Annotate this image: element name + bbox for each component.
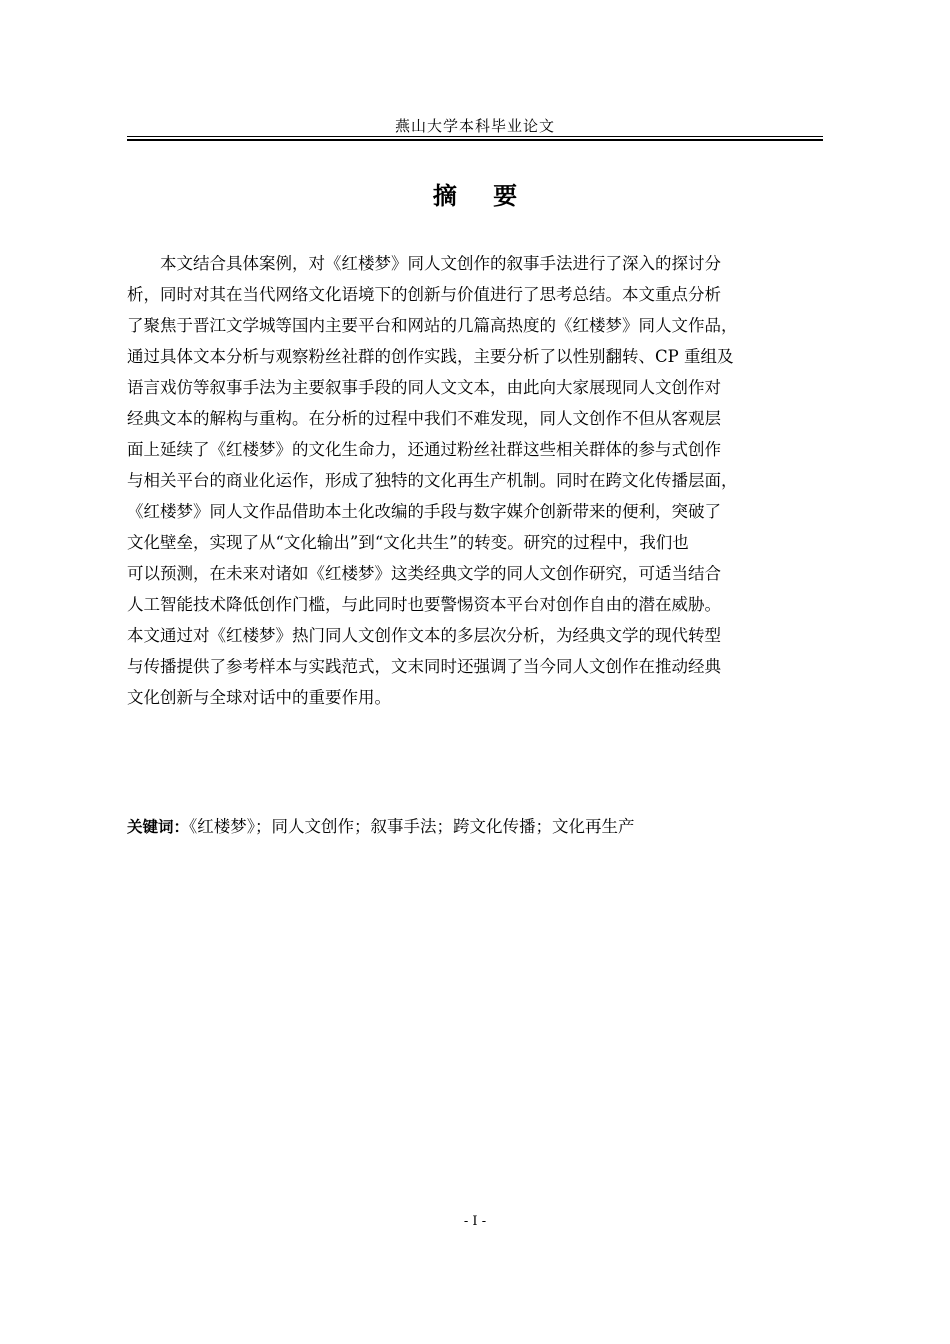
header-rule-thick xyxy=(127,139,823,141)
abstract-line: 本文通过对《红楼梦》热门同人文创作文本的多层次分析，为经典文学的现代转型 xyxy=(127,626,721,645)
abstract-line: 与相关平台的商业化运作，形成了独特的文化再生产机制。同时在跨文化传播层面， xyxy=(127,471,738,490)
abstract-line: 可以预测，在未来对诸如《红楼梦》这类经典文学的同人文创作研究，可适当结合 xyxy=(127,564,721,583)
keywords-text: 《红楼梦》；同人文创作；叙事手法；跨文化传播；文化再生产 xyxy=(189,817,635,836)
abstract-line: 析，同时对其在当代网络文化语境下的创新与价值进行了思考总结。本文重点分析 xyxy=(127,285,721,304)
abstract-line: 文化创新与全球对话中的重要作用。 xyxy=(127,688,391,707)
abstract-line: 经典文本的解构与重构。在分析的过程中我们不难发现，同人文创作不但从客观层 xyxy=(127,409,721,428)
abstract-line: 人工智能技术降低创作门槛，与此同时也要警惕资本平台对创作自由的潜在威胁。 xyxy=(127,595,721,614)
abstract-line: 了聚焦于晋江文学城等国内主要平台和网站的几篇高热度的《红楼梦》同人文作品， xyxy=(127,316,738,335)
keywords-label: 关键词： xyxy=(127,818,190,836)
running-header: 燕山大学本科毕业论文 xyxy=(394,117,555,135)
abstract-line: 本文结合具体案例，对《红楼梦》同人文创作的叙事手法进行了深入的探讨分 xyxy=(127,254,721,273)
page-number: - I - xyxy=(463,1214,487,1229)
abstract-line: 通过具体文本分析与观察粉丝社群的创作实践，主要分析了以性别翻转、CP 重组及 xyxy=(127,347,734,366)
abstract-body xyxy=(127,248,827,713)
abstract-line: 文化壁垒，实现了从“文化输出”到“文化共生”的转变。研究的过程中，我们也 xyxy=(127,533,689,552)
abstract-title: 摘 要 xyxy=(432,182,532,210)
abstract-line: 语言戏仿等叙事手法为主要叙事手段的同人文文本，由此向大家展现同人文创作对 xyxy=(127,378,721,397)
keywords xyxy=(127,813,635,837)
abstract-line: 与传播提供了参考样本与实践范式，文末同时还强调了当今同人文创作在推动经典 xyxy=(127,657,721,676)
abstract-line: 《红楼梦》同人文作品借助本土化改编的手段与数字媒介创新带来的便利，突破了 xyxy=(127,502,721,521)
abstract-line: 面上延续了《红楼梦》的文化生命力，还通过粉丝社群这些相关群体的参与式创作 xyxy=(127,440,721,459)
header-rule-thin xyxy=(127,136,823,137)
